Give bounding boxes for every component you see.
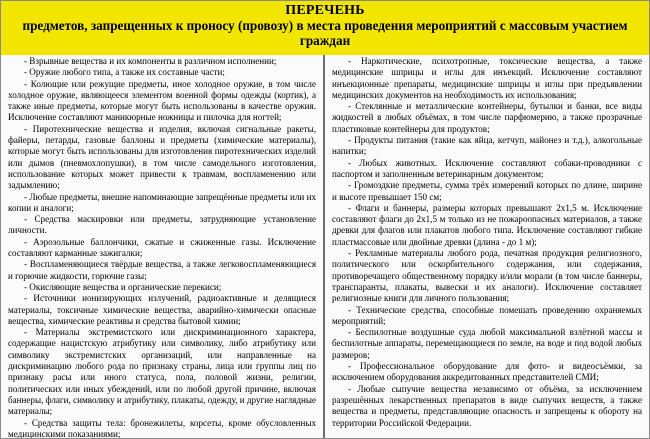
page-subtitle: предметов, запрещенных к проносу (провозу) в места проведения мероприятий с массовым участием граждан [22,18,628,48]
header-banner [1,1,649,55]
list-item: - Стеклянные и металлические контейнеры, бутылки и банки, все виды жидкостей в любых объёмах, в том числе парфюмерию, а также прозрачные пластиковые контейнеры для продуктов; [332,101,642,134]
list-item: - Воспламеняющиеся твёрдые вещества, а также легковоспламеняющиеся и горючие жидкости, горючие газы; [8,259,316,281]
list-item: - Взрывные вещества и их компоненты в различном исполнении; [24,56,277,66]
page-title: ПЕРЕЧЕНЬ [285,3,365,18]
list-item: - Оружие любого типа, а также их составные части; [24,67,225,78]
list-item: - Наркотические, психотропные, токсические вещества, а также медицинские шприцы и иглы для инъекций. Исключение составляют инъекционные препараты, медицинские шприцы и иглы при предъявлении медицинских документов на необходимость их использования; [332,56,642,100]
list-item: - Пиротехнические вещества и изделия, включая сигнальные ракеты, файеры, петарды, газовые баллоны и предметы (химические материалы), которые могут быть использованы для изготовления пиротехнических изделий или дымов (пневмохлопушки), в том числе самодельного изготовления, использование которых может привести к травмам, воспламенению или задымлению; [8,123,316,191]
list-item: - Флаги и баннеры, размеры которых превышают 2х1,5 м. Исключение составляют флаги до 2х1,5 м только из не пожароопасных материалов, а также древки для флагов или плакатов любого типа. Исключение составляют гибкие пластмассовые или двойные древки (длина - до 1 м); [332,202,642,247]
list-item: - Громоздкие предметы, сумма трёх измерений которых по длине, ширине и высоте превышает 150 см; [332,180,642,202]
list-item: - Источники ионизирующих излучений, радиоактивные и делящиеся материалы, токсичные химические вещества, аварийно-химически опасные вещества, химические реактивы и средства бытовой химии; [8,293,316,326]
list-item: - Технические средства, способные помешать проведению охраняемых мероприятий; [332,304,642,326]
list-item: - Любые предметы, внешне напоминающие запрещённые предметы или их копии и аналоги; [8,191,316,213]
list-item: - Колющие или режущие предметы, иное холодное оружие, в том числе холодное оружие, являющееся элементом военной формы одежды (кортик), а также иные предметы, которые могут быть использованы в качестве оружия. Исключение составляют маникюрные ножницы и пилочка для ногтей; [8,78,316,123]
list-item: - Материалы экстремистского или дискриминационного характера, содержащие нацистскую атрибутику или символику, либо атрибутику или символику экстремистских организаций, или направленные на дискриминацию любого рода по признаку страны, лица или группы лиц по признаку расы или иного статуса, пола, половой жизни, религии, политических или иных убеждений, или по любой другой причине, включая баннеры, флаги, символику и атрибутику, плакаты, одежду, и другие наглядные материалы; [8,327,316,417]
list-item: - Окисляющие вещества и органические перекиси; [24,281,222,292]
list-item: - Средства маскировки или предметы, затрудняющие установление личности. [8,214,316,236]
list-item: - Продукты питания (такие как яйца, кетчуп, майонез и т.д.), алкогольные напитки; [332,135,642,157]
right-column [325,55,649,438]
list-item: - Средства защиты тела: бронежилеты, корсеты, кроме обусловленных медицинскими показаниями; [8,417,316,438]
content-columns [1,55,649,438]
list-item: - Беспилотные воздушные суда любой максимальной взлётной массы и беспилотные аппараты, перемещающиеся по земле, на воде и под водой любых размеров; [332,327,642,360]
list-item: - Любых животных. Исключение составляют собаки-проводники с паспортом и заполненным ветеринарным документом; [332,157,642,179]
list-item: - Рекламные материалы любого рода, печатная продукция религиозного, политического или оскорбительного содержания, или содержания, противоречащего общественному порядку и/или морали (в том числе баннеры, транспаранты, плакаты, вывески и их аналоги). Исключение составляет религиозные книги для личного пользования; [332,248,642,304]
list-item: - Аэрозольные баллончики, сжатые и сжиженные газы. Исключение составляют карманные зажигалки; [8,236,316,259]
list-item: - Любые сыпучие вещества независимо от объёма, за исключением разрешённых лекарственных препаратов в виде сыпучих веществ, а также вещества и предметы, представляющие опасность и запрещены к обороту на территории Российской Федерации. [332,383,642,428]
list-item: - Профессиональное оборудование для фото- и видеосъёмки, за исключением оборудования аккредитованных представителей СМИ; [332,361,642,383]
left-column [1,55,325,438]
